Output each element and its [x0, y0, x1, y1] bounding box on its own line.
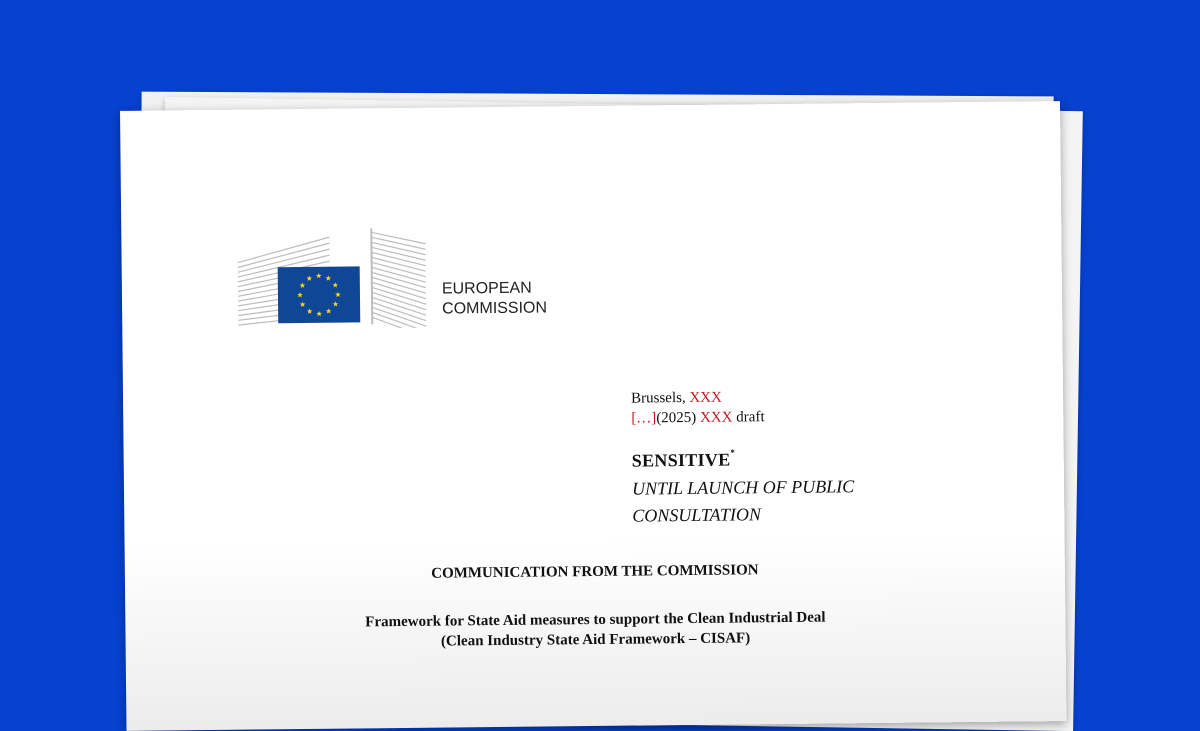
communication-heading: COMMUNICATION FROM THE COMMISSION	[431, 562, 759, 582]
document-title	[125, 605, 1065, 655]
ref-bracket: […]	[631, 410, 657, 427]
ref-year: (2025)	[656, 409, 701, 427]
reference-line	[631, 407, 765, 428]
date-line	[631, 387, 765, 408]
document-page	[120, 101, 1066, 731]
sensitivity-title-text: SENSITIVE	[631, 449, 731, 471]
logo-line-commission: COMMISSION	[442, 299, 548, 318]
sensitivity-subtitle	[632, 473, 855, 529]
date-placeholder: XXX	[689, 389, 722, 406]
ref-suffix: draft	[732, 409, 765, 426]
sensitivity-marking	[632, 448, 855, 529]
place-label: Brussels,	[630, 389, 690, 407]
document-title-line-1: Framework for State Aid measures to support the Clean Industrial Deal	[365, 609, 826, 631]
logo-wordmark	[442, 278, 547, 319]
sensitivity-line-1: UNTIL LAUNCH OF PUBLIC	[631, 476, 855, 499]
sensitivity-title	[632, 448, 854, 471]
date-reference-block	[631, 387, 765, 428]
sensitivity-line-2: CONSULTATION	[632, 504, 762, 526]
logo-line-european: EUROPEAN	[441, 279, 532, 298]
ref-placeholder: XXX	[699, 409, 733, 426]
document-title-line-2: (Clean Industry State Aid Framework – CISAF)	[440, 630, 751, 650]
sensitivity-footnote-mark: *	[730, 447, 736, 458]
